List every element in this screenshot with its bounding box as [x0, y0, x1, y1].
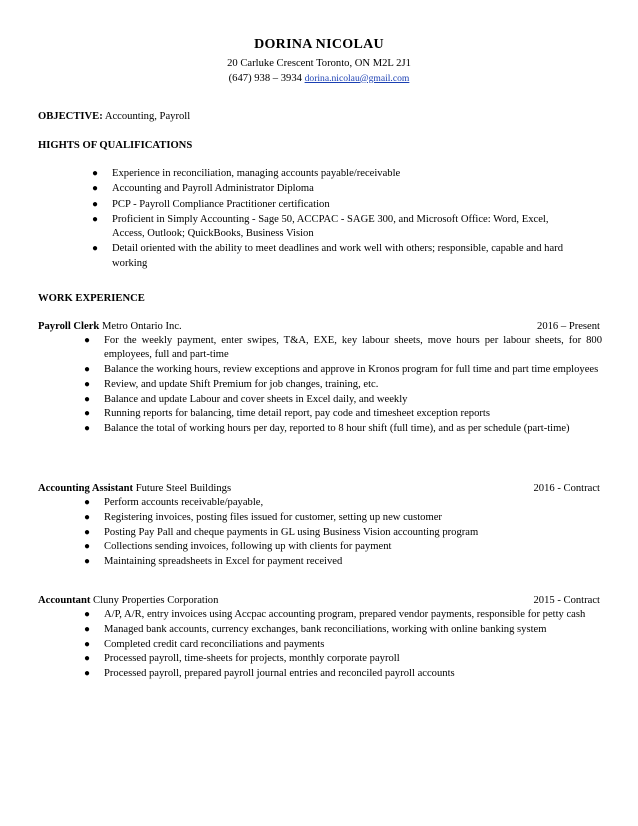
list-item: ● Processed payroll, time-sheets for projects, monthly corporate payroll: [84, 653, 400, 665]
list-item: ● PCP - Payroll Compliance Practitioner certification: [92, 198, 330, 210]
list-item: ● Running reports for balancing, time detail report, pay code and timesheet exception reports: [84, 408, 490, 420]
job-header: [38, 594, 604, 608]
job-header: [38, 320, 604, 334]
qualifications-list: [92, 167, 582, 272]
job-title: Accountant: [38, 595, 91, 606]
bullet-icon: ●: [84, 623, 91, 635]
list-item: ● Proficient in Simply Accounting - Sage 50, ACCPAC - SAGE 300, and Microsoft Office: Word, Excel, Access, Outlook; QuickBooks, Business Vision: [92, 213, 549, 240]
work-experience-heading: WORK EXPERIENCE: [38, 293, 145, 304]
bullet-icon: ●: [84, 497, 91, 508]
phone-number: (647) 938 – 3934: [228, 72, 302, 84]
job-company: Cluny Properties Corporation: [90, 595, 219, 606]
list-item: ● For the weekly payment, enter swipes, T&A, EXE, key labour sheets, move hours per labour sheets, for 800 employees, full and part-time: [84, 335, 602, 361]
job-date: 2016 – Present: [537, 321, 600, 332]
bullet-icon: ●: [92, 183, 99, 195]
list-item: ● Accounting and Payroll Administrator Diploma: [92, 183, 314, 195]
bullet-icon: ●: [84, 526, 91, 538]
bullet-icon: ●: [84, 556, 91, 568]
job-date: 2016 - Contract: [533, 483, 600, 494]
job-title: Payroll Clerk: [38, 321, 100, 332]
bullet-icon: ●: [84, 541, 91, 553]
list-item: ● Completed credit card reconciliations and payments: [84, 638, 325, 650]
bullet-icon: ●: [92, 213, 99, 225]
bullet-icon: ●: [84, 364, 91, 376]
email-link[interactable]: dorina.nicolau@gmail.com: [304, 72, 410, 84]
list-item: ● Collections sending invoices, following up with clients for payment: [84, 541, 392, 553]
job-title: Accounting Assistant: [38, 483, 134, 494]
bullet-icon: ●: [84, 609, 91, 620]
list-item: ● Balance the total of working hours per day, reported to 8 hour shift (full time), and as per schedule (part-time): [84, 423, 570, 435]
bullet-icon: ●: [84, 423, 91, 435]
bullet-icon: ●: [84, 378, 91, 390]
list-item: ● Processed payroll, prepared payroll journal entries and reconciled payroll accounts: [84, 668, 455, 680]
bullet-icon: ●: [84, 408, 91, 420]
bullet-icon: ●: [84, 511, 91, 523]
bullet-icon: ●: [92, 243, 99, 255]
bullet-icon: ●: [92, 198, 99, 210]
bullet-icon: ●: [84, 653, 91, 665]
list-item: ● Balance and update Labour and cover sheets in Excel daily, and weekly: [84, 393, 408, 405]
list-item: ● A/P, A/R, entry invoices using Accpac accounting program, prepared vendor payments, responsible for petty cash: [84, 609, 586, 620]
list-item: ● Experience in reconciliation, managing accounts payable/receivable: [92, 168, 401, 179]
bullet-icon: ●: [84, 668, 91, 680]
list-item: ● Detail oriented with the ability to meet deadlines and work well with others; responsible, capable and hard working: [92, 243, 563, 269]
resume-header: [0, 36, 638, 87]
objective-text: Accounting, Payroll: [102, 111, 191, 122]
list-item: ● Registering invoices, posting files issued for customer, setting up new customer: [84, 511, 442, 523]
bullet-icon: ●: [84, 335, 91, 346]
job-duties-list: [84, 334, 602, 437]
list-item: ● Maintaining spreadsheets in Excel for payment received: [84, 556, 343, 568]
job-date: 2015 - Contract: [533, 595, 600, 606]
job-duties-list: [84, 496, 602, 570]
bullet-icon: ●: [84, 393, 91, 405]
job-company: Future Steel Buildings: [133, 483, 232, 494]
objective-line: [38, 110, 604, 124]
objective-label: OBJECTIVE:: [38, 111, 103, 122]
list-item: ● Review, and update Shift Premium for job changes, training, etc.: [84, 378, 379, 390]
job-duties-list: [84, 608, 602, 682]
list-item: ● Posting Pay Pall and cheque payments in GL using Business Vision accounting program: [84, 526, 479, 538]
address-line: 20 Carluke Crescent Toronto, ON M2L 2J1: [227, 57, 411, 69]
list-item: ● Balance the working hours, review exceptions and approve in Kronos program for full time and part time employees: [84, 364, 599, 376]
bullet-icon: ●: [84, 638, 91, 650]
bullet-icon: ●: [92, 168, 99, 179]
qualifications-heading: HIGHTS OF QUALIFICATIONS: [38, 140, 193, 151]
job-company: Metro Ontario Inc.: [99, 321, 182, 332]
candidate-name: DORINA NICOLAU: [254, 37, 384, 52]
job-header: [38, 482, 604, 496]
list-item: ● Perform accounts receivable/payable,: [84, 497, 264, 508]
contact-line: [0, 72, 638, 87]
list-item: ● Managed bank accounts, currency exchanges, bank reconciliations, working with online banking system: [84, 623, 547, 635]
